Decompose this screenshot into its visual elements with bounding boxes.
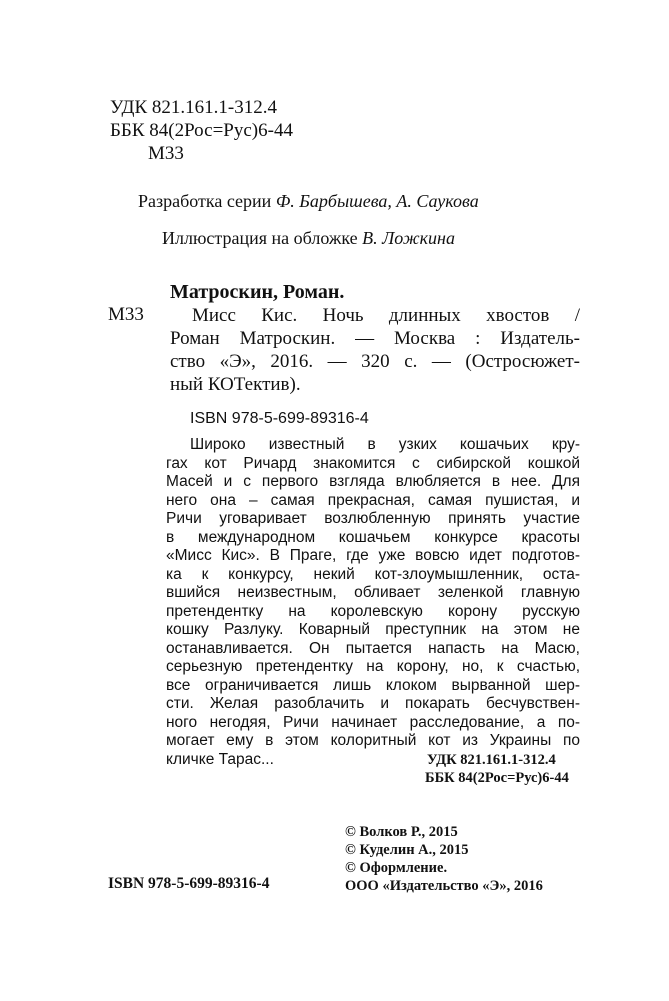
annotation-line: сти. Желая разоблачить и покарать бесчувствен- <box>166 695 580 712</box>
annotation-line: гах кот Ричард знакомится с сибирской кошкой <box>166 454 580 472</box>
copyright-line: ООО «Издательство «Э», 2016 <box>345 878 543 894</box>
series-credit-authors: Ф. Барбышева, А. Саукова <box>275 191 479 211</box>
annotation-line: претендентку на королевскую корону русскую <box>166 602 580 620</box>
annotation-bbk: ББК 84(2Рос=Рус)6-44 <box>425 770 569 786</box>
bbk-code: ББК 84(2Рос=Рус)6-44 <box>110 120 293 141</box>
annotation-line: Широко известный в узких кошачьих кру- <box>190 436 580 453</box>
annotation-line: ка к конкурсу, некий кот-злоумышленник, оста- <box>166 565 580 583</box>
annotation-line: Масей и с первого взгляда влюбляется в нее. Для <box>166 473 580 490</box>
annotation-udk: УДК 821.161.1-312.4 <box>427 752 556 768</box>
annotation-line: могает ему в этом колоритный кот из Украины по <box>166 732 580 749</box>
annotation-line: в международном кошачьем конкурсе красоты <box>166 528 580 546</box>
annotation-line: останавливается. Он пытается напасть на Масю, <box>166 639 580 657</box>
annotation-line: ного негодяя, Ричи начинает расследование, а по- <box>166 713 580 731</box>
cover-credit-label: Иллюстрация на обложке <box>162 228 363 248</box>
footer-isbn: ISBN 978-5-699-89316-4 <box>108 875 270 892</box>
bib-author-mark: М33 <box>108 304 144 325</box>
annotation-line: серьезную претендентку на корону, но, к счастью, <box>166 658 580 675</box>
annotation-line: кличке Тарас... <box>166 750 274 768</box>
annotation-line: вшийся неизвестным, обливает зеленкой главную <box>166 584 580 601</box>
author-mark: М33 <box>148 143 184 164</box>
annotation <box>166 436 580 769</box>
annotation-line: него она – самая прекрасная, самая пушистая, и <box>166 491 580 509</box>
bib-line: Роман Матроскин. — Москва : Издатель- <box>170 328 580 349</box>
copyright-line: © Куделин А., 2015 <box>345 842 469 858</box>
annotation-line: Ричи уговаривает возлюбленную принять участие <box>166 510 580 527</box>
cover-credit-author: В. Ложкина <box>362 228 455 248</box>
series-credit <box>138 191 479 211</box>
bib-line: ство «Э», 2016. — 320 с. — (Остросюжет- <box>170 351 580 372</box>
cover-credit <box>162 228 455 248</box>
bib-line: Мисс Кис. Ночь длинных хвостов / <box>192 305 580 326</box>
bib-line: ный КОТектив). <box>170 374 301 395</box>
annotation-line: «Мисс Кис». В Праге, где уже вовсю идет подготов- <box>166 547 580 564</box>
annotation-line: кошку Разлуку. Коварный преступник на этом не <box>166 621 580 638</box>
copyright-line: © Оформление. <box>345 860 448 876</box>
bib-heading: Матроскин, Роман. <box>170 281 345 303</box>
udk-code: УДК 821.161.1-312.4 <box>110 97 277 118</box>
copyright-line: © Волков Р., 2015 <box>345 824 458 840</box>
bib-isbn: ISBN 978-5-699-89316-4 <box>190 410 369 427</box>
series-credit-label: Разработка серии <box>138 191 276 211</box>
bib-description <box>170 304 580 396</box>
annotation-line: все ограничивается лишь клоком вырванной шер- <box>166 676 580 694</box>
